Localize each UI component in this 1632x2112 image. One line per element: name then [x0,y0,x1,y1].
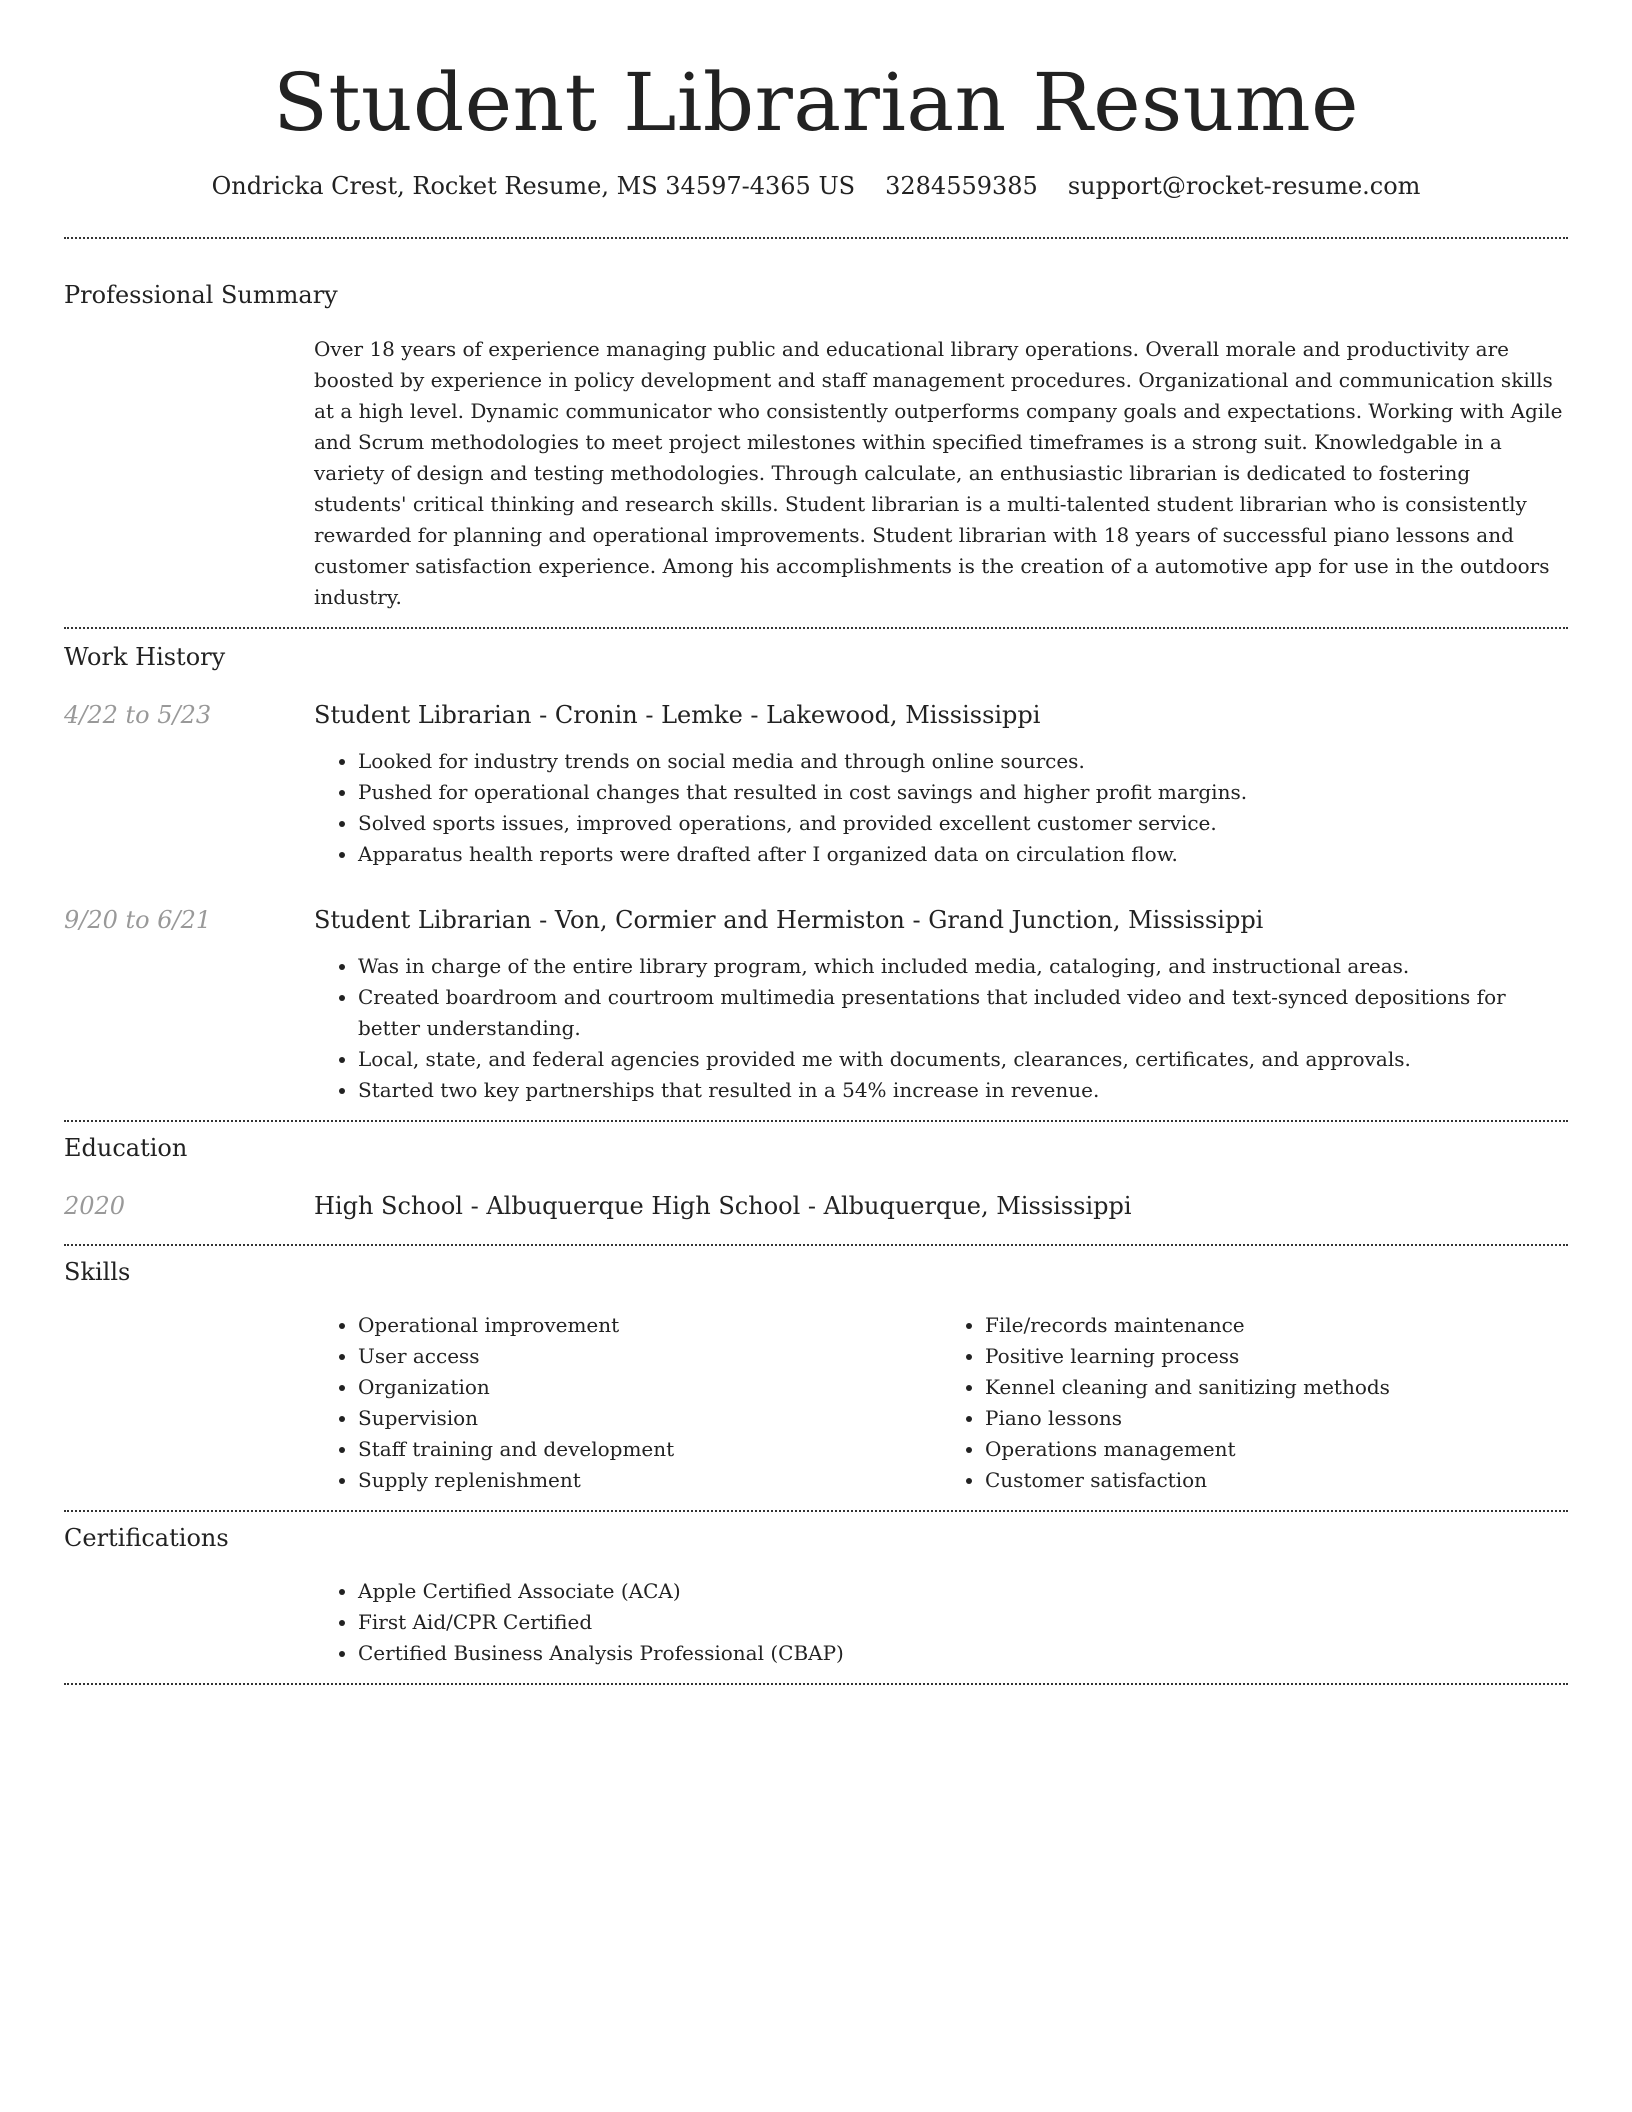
list-item: • Supervision [358,1403,941,1434]
contact-address: Ondricka Crest, Rocket Resume, MS 34597-4365 US [211,172,856,200]
education-details [314,1190,1568,1222]
list-item: • Was in charge of the entire library program, which included media, cataloging, and instructional areas. [358,951,1568,982]
certifications-row [64,1576,1568,1669]
list-item: • Pushed for operational changes that resulted in cost savings and higher profit margins. [358,777,1568,808]
job-details [314,904,1568,1106]
education-section [64,1132,1568,1222]
skills-row [64,1310,1568,1496]
contact-line [64,170,1568,202]
list-item: • Apparatus health reports were drafted after I organized data on circulation flow. [358,839,1568,870]
skills-list-right [941,1310,1568,1496]
skills-columns [314,1310,1568,1496]
list-item: • Looked for industry trends on social media and through online sources. [358,746,1568,777]
list-item: • Positive learning process [985,1341,1568,1372]
job-entry [64,904,1568,1106]
list-item: • First Aid/CPR Certified [358,1607,1568,1638]
summary-row [64,334,1568,613]
divider [64,627,1568,629]
section-heading: Professional Summary [64,281,338,309]
job-details [314,699,1568,870]
divider [64,1244,1568,1246]
resume-page [64,0,1568,1685]
job-dates: 9/20 to 6/21 [64,906,212,934]
list-item: • Local, state, and federal agencies provided me with documents, clearances, certificates, and approvals. [358,1044,1568,1075]
section-heading: Skills [64,1258,131,1286]
list-item: • File/records maintenance [985,1310,1568,1341]
list-item: • Piano lessons [985,1403,1568,1434]
resume-title: Student Librarian Resume [273,56,1359,149]
skills-list-left [314,1310,941,1496]
certifications-section [64,1522,1568,1669]
job-title: Student Librarian - Cronin - Lemke - Lakewood, Mississippi [314,701,1041,729]
list-item: • Staff training and development [358,1434,941,1465]
job-bullets [314,951,1568,1106]
divider [64,1510,1568,1512]
divider [64,237,1568,239]
divider [64,1120,1568,1122]
section-heading: Education [64,1134,188,1162]
job-entry [64,699,1568,870]
job-title: Student Librarian - Von, Cormier and Hermiston - Grand Junction, Mississippi [314,906,1264,934]
list-item: • Apple Certified Associate (ACA) [358,1576,1568,1607]
list-item: • Supply replenishment [358,1465,941,1496]
education-year: 2020 [64,1192,126,1220]
divider [64,1683,1568,1685]
list-item: • User access [358,1341,941,1372]
certifications-list [314,1576,1568,1669]
summary-body [314,334,1568,613]
list-item: • Solved sports issues, improved operations, and provided excellent customer service. [358,808,1568,839]
job-dates: 4/22 to 5/23 [64,701,212,729]
list-item: • Kennel cleaning and sanitizing methods [985,1372,1568,1403]
summary-text: Over 18 years of experience managing public and educational library operations. Overall morale and productivity are boosted by experience in policy development and staff management procedures. Organizational and communication skills at a high level. Dynamic communicator who consistently outperforms company goals and expectations. Working with Agile and Scrum methodologies to meet project milestones within specified timeframes is a strong suit. Knowledgable in a variety of design and testing methodologies. Through calculate, an enthusiastic librarian is dedicated to fostering students' critical thinking and research skills. Student librarian is a multi-talented student librarian who is consistently rewarded for planning and operational improvements. Student librarian with 18 years of successful piano lessons and customer satisfaction experience. Among his accomplishments is the creation of a automotive app for use in the outdoors industry. [314,337,1563,609]
work-history-section [64,641,1568,1106]
certifications-body [314,1576,1568,1669]
list-item: • Certified Business Analysis Professional (CBAP) [358,1638,1568,1669]
job-bullets [314,746,1568,870]
section-heading: Certifications [64,1524,229,1552]
education-title: High School - Albuquerque High School - Albuquerque, Mississippi [314,1192,1132,1220]
contact-phone: 3284559385 [885,172,1038,200]
education-entry [64,1190,1568,1222]
list-item: • Started two key partnerships that resulted in a 54% increase in revenue. [358,1075,1568,1106]
list-item: • Organization [358,1372,941,1403]
list-item: • Operational improvement [358,1310,941,1341]
section-heading: Work History [64,643,226,671]
list-item: • Operations management [985,1434,1568,1465]
contact-email: support@rocket-resume.com [1067,172,1421,200]
list-item: • Customer satisfaction [985,1465,1568,1496]
summary-section [64,279,1568,613]
skills-section [64,1256,1568,1496]
list-item: • Created boardroom and courtroom multimedia presentations that included video and text-synced depositions for better understanding. [358,982,1568,1044]
